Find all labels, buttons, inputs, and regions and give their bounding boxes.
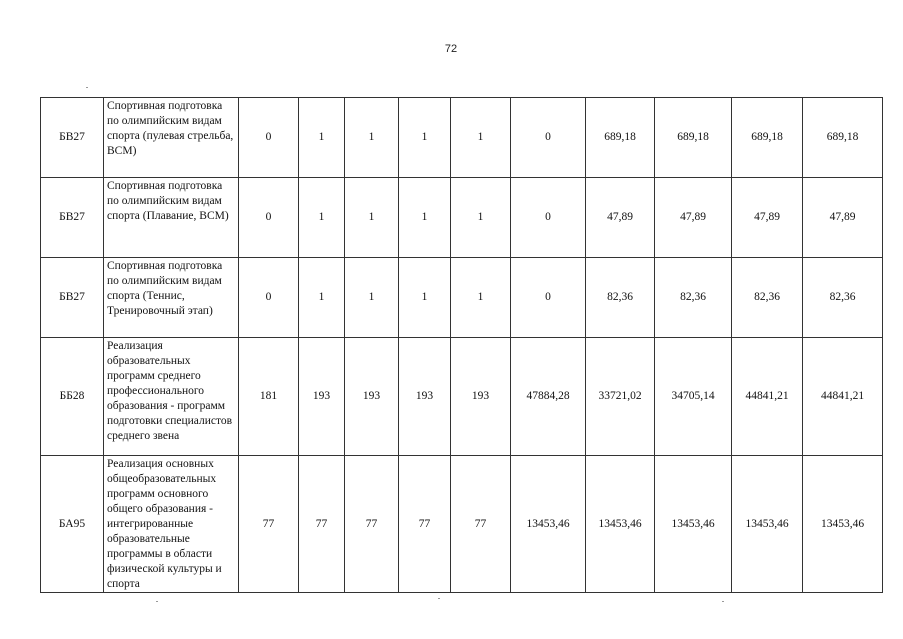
row-value: 181: [239, 338, 299, 456]
row-description: Спортивная подготовка по олимпийским видам спорта (Теннис, Тренировочный этап): [104, 258, 239, 338]
row-value: 193: [399, 338, 451, 456]
row-value: 47,89: [732, 178, 803, 258]
row-value: 1: [399, 178, 451, 258]
row-value: 689,18: [732, 98, 803, 178]
row-value: 13453,46: [732, 456, 803, 593]
row-description: Спортивная подготовка по олимпийским видам спорта (Плавание, ВСМ): [104, 178, 239, 258]
row-value: 1: [399, 98, 451, 178]
row-value: 47,89: [655, 178, 732, 258]
row-description: Реализация основных общеобразовательных программ основного общего образования - интегрированные образовательные программы в области физической культуры и спорта: [104, 456, 239, 593]
row-code: БВ27: [41, 178, 104, 258]
row-value: 1: [299, 98, 345, 178]
row-description: Реализация образовательных программ среднего профессионального образования - программ подготовки специалистов среднего звена: [104, 338, 239, 456]
table-row: [41, 178, 883, 258]
row-value: 1: [345, 258, 399, 338]
scan-speckle: [722, 601, 724, 602]
row-value: 47,89: [803, 178, 883, 258]
row-value: 1: [299, 258, 345, 338]
row-value: 77: [239, 456, 299, 593]
row-code: БВ27: [41, 258, 104, 338]
row-value: 13453,46: [803, 456, 883, 593]
row-value: 82,36: [732, 258, 803, 338]
row-value: 34705,14: [655, 338, 732, 456]
row-value: 193: [299, 338, 345, 456]
row-description: Спортивная подготовка по олимпийским видам спорта (пулевая стрельба, ВСМ): [104, 98, 239, 178]
data-table: [40, 97, 883, 593]
scan-speckle: [438, 598, 440, 599]
row-value: 0: [239, 98, 299, 178]
row-value: 0: [511, 258, 586, 338]
scan-speckle: [86, 87, 88, 88]
row-value: 1: [451, 178, 511, 258]
row-value: 0: [239, 258, 299, 338]
row-value: 1: [451, 258, 511, 338]
row-value: 44841,21: [803, 338, 883, 456]
row-value: 0: [239, 178, 299, 258]
row-value: 193: [451, 338, 511, 456]
scan-speckle: [156, 601, 158, 602]
row-value: 1: [345, 178, 399, 258]
row-value: 77: [345, 456, 399, 593]
table-row: [41, 338, 883, 456]
row-value: 82,36: [586, 258, 655, 338]
row-value: 1: [451, 98, 511, 178]
row-value: 193: [345, 338, 399, 456]
table-row: [41, 456, 883, 593]
row-value: 689,18: [803, 98, 883, 178]
row-value: 1: [399, 258, 451, 338]
row-value: 13453,46: [586, 456, 655, 593]
page-number: 72: [444, 43, 458, 55]
row-value: 1: [345, 98, 399, 178]
row-code: БВ27: [41, 98, 104, 178]
row-value: 13453,46: [655, 456, 732, 593]
row-value: 77: [299, 456, 345, 593]
row-value: 82,36: [655, 258, 732, 338]
row-value: 0: [511, 98, 586, 178]
row-value: 0: [511, 178, 586, 258]
row-value: 47,89: [586, 178, 655, 258]
row-value: 689,18: [586, 98, 655, 178]
row-code: БА95: [41, 456, 104, 593]
row-value: 77: [399, 456, 451, 593]
row-value: 44841,21: [732, 338, 803, 456]
table-row: [41, 258, 883, 338]
table-row: [41, 98, 883, 178]
row-value: 689,18: [655, 98, 732, 178]
row-value: 82,36: [803, 258, 883, 338]
row-value: 47884,28: [511, 338, 586, 456]
row-value: 1: [299, 178, 345, 258]
row-value: 13453,46: [511, 456, 586, 593]
row-value: 33721,02: [586, 338, 655, 456]
row-code: ББ28: [41, 338, 104, 456]
row-value: 77: [451, 456, 511, 593]
